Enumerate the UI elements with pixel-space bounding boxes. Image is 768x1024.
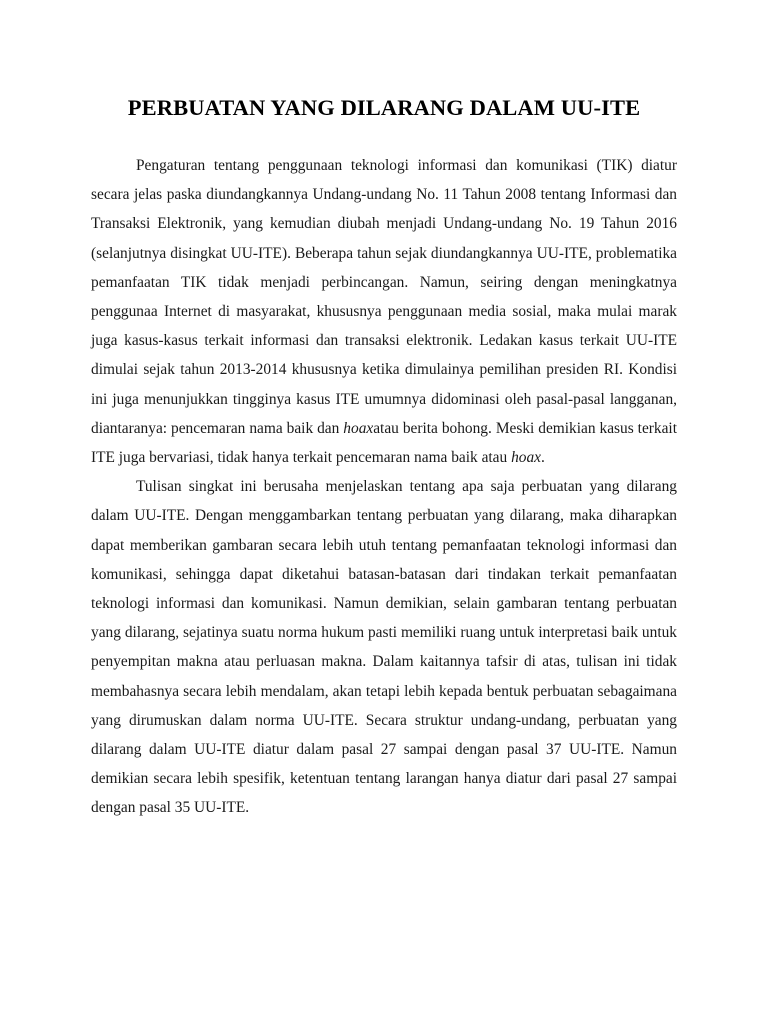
paragraph-2 xyxy=(91,472,677,822)
paragraph-1 xyxy=(91,151,677,472)
paragraph-1-text-b: atau berita bohong. Meski demikian kasus terkait ITE juga bervariasi, tidak hanya terkait pencemaran nama baik atau xyxy=(91,419,677,467)
paragraph-2-text: Tulisan singkat ini berusaha menjelaskan tentang apa saja perbuatan yang dilarang dalam UU-ITE. Dengan menggambarkan tentang perbuatan yang dilarang, maka diharapkan dapat memberikan gambaran secara lebih utuh tentang pemanfaatan teknologi informasi dan komunikasi, sehingga dapat diketahui batasan-batasan dari tindakan terkait pemanfaatan teknologi informasi dan komunikasi. Namun demikian, selain gambaran tentang perbuatan yang dilarang, sejatinya suatu norma hukum pasti memiliki ruang untuk interpretasi baik untuk penyempitan makna atau perluasan makna. Dalam kaitannya tafsir di atas, tulisan ini tidak membahasnya secara lebih mendalam, akan tetapi lebih kepada bentuk perbuatan sebagaimana yang dirumuskan dalam norma UU-ITE. Secara struktur undang-undang, perbuatan yang dilarang dalam UU-ITE diatur dalam pasal 27 sampai dengan pasal 37 UU-ITE. Namun demikian secara lebih spesifik, ketentuan tentang larangan hanya diatur dari pasal 27 sampai dengan pasal 35 UU-ITE. xyxy=(91,478,677,817)
paragraph-1-text-c: . xyxy=(540,449,545,467)
paragraph-1-text-a: Pengaturan tentang penggunaan teknologi informasi dan komunikasi (TIK) diatur secara jelas paska diundangkannya Undang-undang No. 11 Tahun 2008 tentang Informasi dan Transaksi Elektronik, yang kemudian diubah menjadi Undang-undang No. 19 Tahun 2016 (selanjutnya disingkat UU-ITE). Beberapa tahun sejak diundangkannya UU-ITE, problematika pemanfaatan TIK tidak menjadi perbincangan. Namun, seiring dengan meningkatnya penggunaa Internet di masyarakat, khususnya penggunaan media sosial, maka mulai marak juga kasus-kasus terkait informasi dan transaksi elektronik. Ledakan kasus terkait UU-ITE dimulai sejak tahun 2013-2014 khususnya ketika dimulainya pemilihan presiden RI. Kondisi ini juga menunjukkan tingginya kasus ITE umumnya didominasi oleh pasal-pasal langganan, diantaranya: pencemaran nama baik dan xyxy=(91,157,677,437)
document-title: PERBUATAN YANG DILARANG DALAM UU-ITE xyxy=(127,95,641,120)
paragraph-1-italic-hoax-2: hoax xyxy=(511,449,541,467)
document-body xyxy=(91,151,677,823)
paragraph-1-italic-hoax-1: hoax xyxy=(343,419,374,437)
